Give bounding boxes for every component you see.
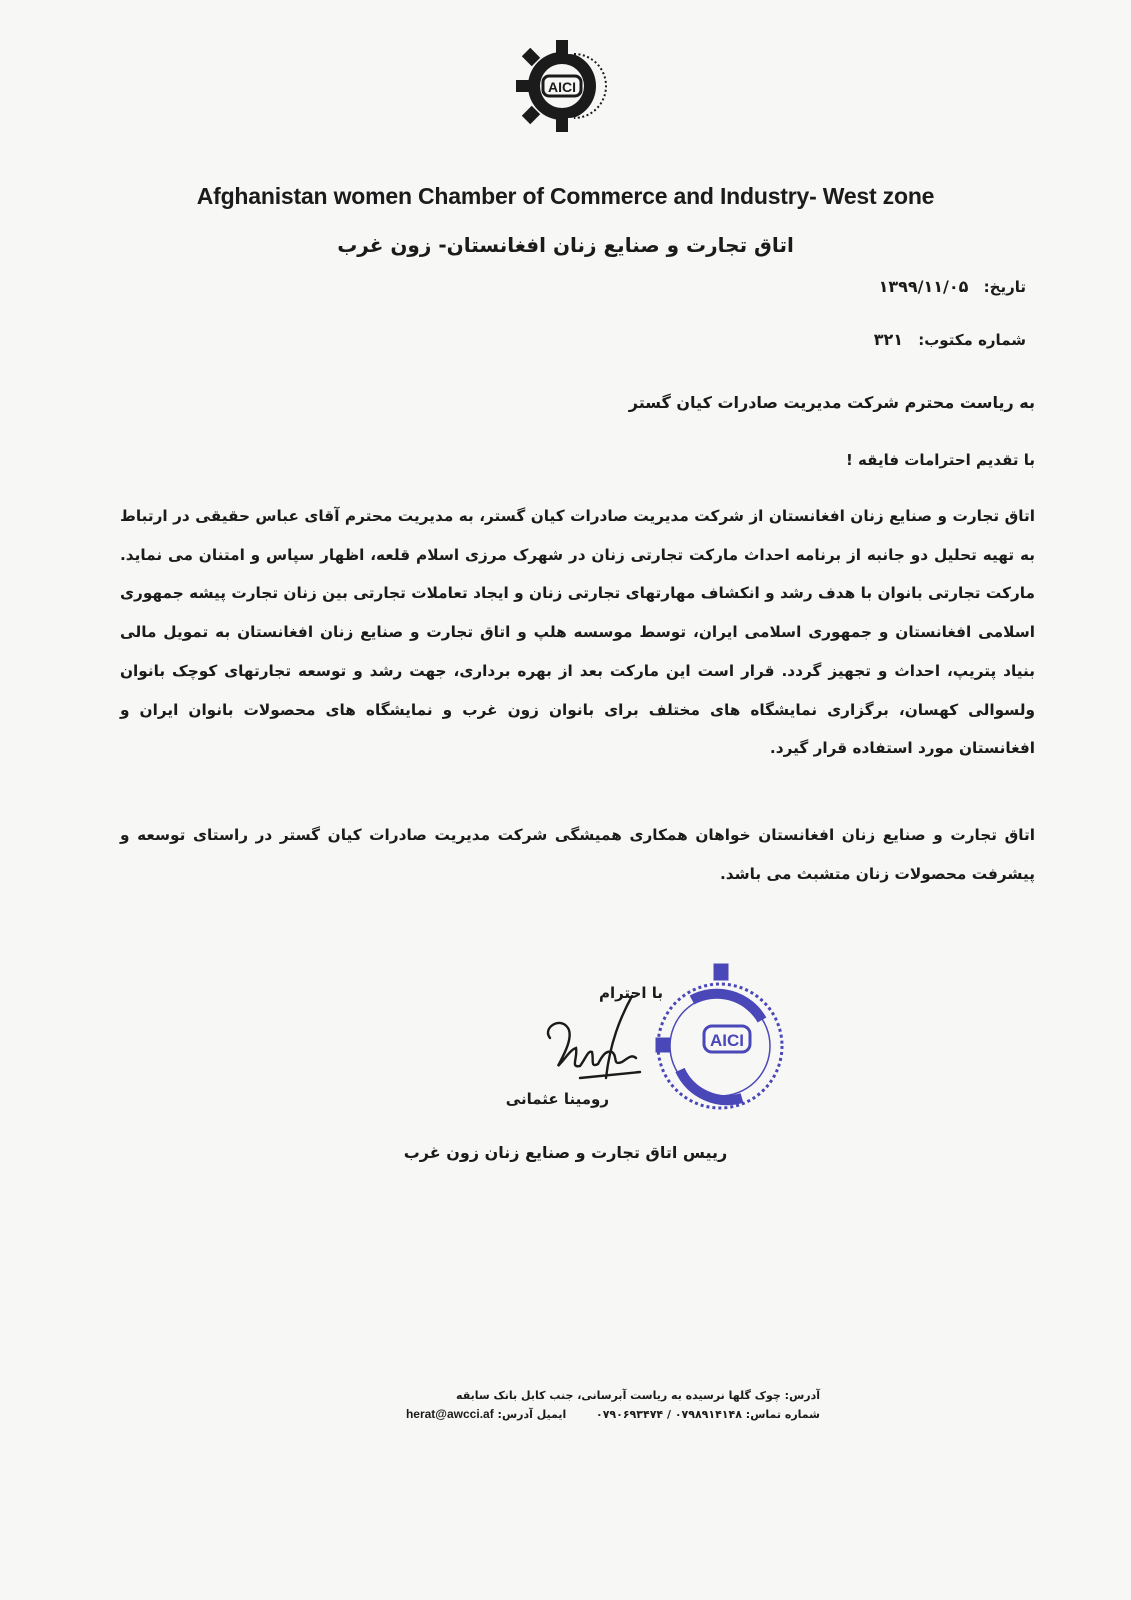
footer-contact [370,1386,820,1424]
phone-numbers: ۰۷۹۸۹۱۴۱۴۸ / ۰۷۹۰۶۹۳۴۷۴ [595,1408,742,1421]
body-paragraph-2: اتاق تجارت و صنایع زنان افغانستان خواهان همکاری همیشگی شرکت مدیریت صادرات کیان گستر در راستای توسعه و پیشرفت محصولات زنان متشبث می باشد. [120,826,1035,883]
footer-contact-line [370,1405,820,1424]
chamber-logo-icon [512,36,612,136]
letter-date [879,277,1026,296]
official-stamp-icon [632,960,802,1130]
letter-number [874,330,1026,349]
body-paragraph-1: اتاق تجارت و صنایع زنان افغانستان از شرکت مدیریت صادرات کیان گستر، به مدیریت محترم آقای عباس حقیقی در ارتباط به تهیه تحلیل دو جانبه از برنامه احداث مارکت تجارتی زنان در شهرک مرزی اسلام قلعه، اظهار سپاس و امتنان می نماید. مارکت تجارتی بانوان با هدف رشد و انکشاف مهارتهای تجارتی زنان و ایجاد تعاملات تجارتی بین زنان تجارت پیشه جمهوری اسلامی افغانستان و جمهوری اسلامی ایران، توسط موسسه هلپ و اتاق تجارت و صنایع زنان افغانستان به تمویل مالی بنیاد پتریپ، احداث و تجهیز گردد. قرار است این مارکت بعد از بهره برداری، جهت رشد و توسعه تجارتهای کوچک بانوان ولسوالی کهسان، برگزاری نمایشگاه های مختلف برای بانوان زون غرب و نمایشگاه های محصولات بانوان ایران و افغانستان مورد استفاده قرار گیرد. [120,507,1035,758]
phone-label: شماره تماس: [745,1408,820,1421]
org-title-persian: اتاق تجارت و صنایع زنان افغانستان- زون غرب [337,233,794,257]
handwritten-signature-icon [540,988,650,1098]
recipient-line: به ریاست محترم شرکت مدیریت صادرات کیان گستر [628,393,1035,412]
email-label: ایمیل آدرس: [497,1408,567,1421]
date-label: تاریخ: [983,278,1026,296]
signer-title: رییس اتاق تجارت و صنایع زنان زون غرب [403,1143,728,1162]
org-title-english: Afghanistan women Chamber of Commerce and Industry- West zone [196,183,935,209]
number-label: شماره مکتوب: [918,331,1026,349]
number-value: ۳۲۱ [873,330,903,349]
greeting-line: با تقدیم احترامات فایقه ! [845,451,1035,469]
chamber-logo-text: AICI [548,79,576,95]
date-value: ۱۳۹۹/۱۱/۰۵ [878,277,969,296]
stamp-text: AICI [710,1031,744,1050]
closing-phrase: با احترام [598,984,663,1002]
signer-name: رومینا عثمانی [505,1090,609,1108]
footer-address: آدرس: چوک گلها نرسیده به ریاست آبرسانی، جنب کابل بانک سابقه [456,1389,820,1402]
email-address: herat@awcci.af [405,1407,494,1421]
